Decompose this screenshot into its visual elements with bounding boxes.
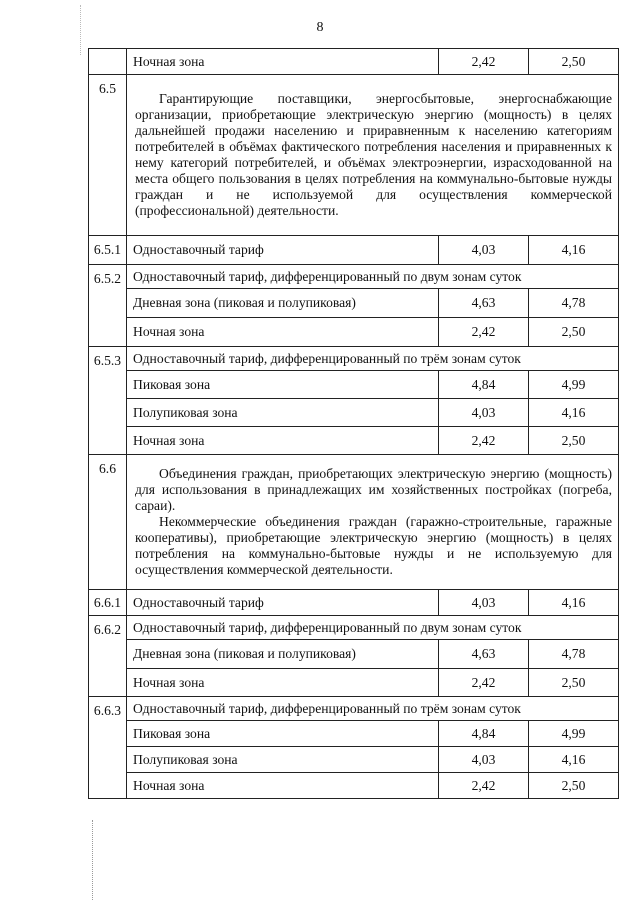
table-row [89, 318, 619, 347]
tariff-value-1: 4,03 [439, 399, 529, 427]
page-number: 8 [316, 20, 324, 35]
tariff-value-1: 4,63 [439, 289, 529, 318]
section-description: Гарантирующие поставщики, энергосбытовые, энергоснабжающие организации, приобретающие электрическую энергию (мощность) в целях дальнейшей продажи населению и приравненным к населению категориям потребителей в объёмах фактического потребления населения и приравненных к нему категорий потребителей, и объёмах электроэнергии, израсходованной на места общего пользования в целях потребления на коммунально-бытовые нужды граждан и не используемой для осуществления коммерческой (профессиональной) деятельности. [127, 75, 619, 236]
group-row [89, 616, 619, 640]
group-row [89, 265, 619, 289]
tariff-value-2: 4,99 [529, 721, 619, 747]
section-paragraph-2: Некоммерческие объединения граждан (гаражно-строительные, гаражные кооперативы), приобретающие электрическую энергию (мощность) в целях потребления на коммунально-бытовые нужды и не используемую для осуществления коммерческой деятельности. [135, 513, 612, 577]
group-title: Одноставочный тариф, дифференцированный по трём зонам суток [127, 347, 619, 371]
table-row [89, 640, 619, 669]
item-number: 6.6.2 [89, 616, 127, 697]
zone-name-cell: Ночная зона [127, 49, 439, 75]
zone-name-cell: Пиковая зона [127, 371, 439, 399]
item-number: 6.5.1 [89, 236, 127, 265]
tariff-value-1: 4,03 [439, 590, 529, 616]
table-row [89, 49, 619, 75]
tariff-value-2: 4,78 [529, 640, 619, 669]
zone-name-cell: Ночная зона [127, 318, 439, 347]
tariff-value-1: 2,42 [439, 427, 529, 455]
tariff-value-2: 2,50 [529, 49, 619, 75]
table-row [89, 721, 619, 747]
tariff-value-1: 2,42 [439, 773, 529, 799]
table-row [89, 289, 619, 318]
zone-name-cell: Полупиковая зона [127, 399, 439, 427]
tariff-value-2: 2,50 [529, 669, 619, 697]
tariff-name-cell: Одноставочный тариф [127, 590, 439, 616]
row-number-cell [89, 49, 127, 75]
tariff-value-2: 2,50 [529, 318, 619, 347]
tariff-value-1: 4,84 [439, 721, 529, 747]
scan-margin-marks [80, 5, 87, 55]
tariff-value-2: 4,78 [529, 289, 619, 318]
group-row [89, 347, 619, 371]
zone-name-cell: Ночная зона [127, 427, 439, 455]
table-row [89, 590, 619, 616]
section-number: 6.6 [89, 455, 127, 590]
tariff-value-1: 2,42 [439, 49, 529, 75]
tariff-value-2: 2,50 [529, 773, 619, 799]
item-number: 6.6.1 [89, 590, 127, 616]
tariff-value-1: 2,42 [439, 669, 529, 697]
item-number: 6.6.3 [89, 697, 127, 799]
section-number: 6.5 [89, 75, 127, 236]
table-row [89, 747, 619, 773]
tariff-value-2: 4,16 [529, 590, 619, 616]
tariff-value-1: 4,03 [439, 747, 529, 773]
tariff-value-1: 2,42 [439, 318, 529, 347]
tariff-value-2: 4,16 [529, 399, 619, 427]
group-title: Одноставочный тариф, дифференцированный по двум зонам суток [127, 616, 619, 640]
zone-name-cell: Дневная зона (пиковая и полупиковая) [127, 640, 439, 669]
table-row [89, 236, 619, 265]
tariff-value-2: 4,16 [529, 747, 619, 773]
table-row [89, 669, 619, 697]
tariff-table [88, 48, 619, 799]
zone-name-cell: Дневная зона (пиковая и полупиковая) [127, 289, 439, 318]
section-row [89, 75, 619, 236]
section-row [89, 455, 619, 590]
tariff-value-1: 4,63 [439, 640, 529, 669]
tariff-value-2: 4,16 [529, 236, 619, 265]
tariff-value-1: 4,03 [439, 236, 529, 265]
table-row [89, 399, 619, 427]
section-paragraph-1: Объединения граждан, приобретающих электрическую энергию (мощность) для использования в принадлежащих им хозяйственных постройках (погреба, сараи). [135, 465, 612, 513]
tariff-value-2: 4,99 [529, 371, 619, 399]
zone-name-cell: Ночная зона [127, 773, 439, 799]
group-title: Одноставочный тариф, дифференцированный по трём зонам суток [127, 697, 619, 721]
tariff-value-1: 4,84 [439, 371, 529, 399]
zone-name-cell: Ночная зона [127, 669, 439, 697]
item-number: 6.5.3 [89, 347, 127, 455]
zone-name-cell: Полупиковая зона [127, 747, 439, 773]
tariff-value-2: 2,50 [529, 427, 619, 455]
section-description [127, 455, 619, 590]
scan-margin-marks [92, 820, 99, 900]
table-row [89, 773, 619, 799]
table-row [89, 427, 619, 455]
table-row [89, 371, 619, 399]
item-number: 6.5.2 [89, 265, 127, 347]
group-title: Одноставочный тариф, дифференцированный по двум зонам суток [127, 265, 619, 289]
tariff-name-cell: Одноставочный тариф [127, 236, 439, 265]
zone-name-cell: Пиковая зона [127, 721, 439, 747]
group-row [89, 697, 619, 721]
